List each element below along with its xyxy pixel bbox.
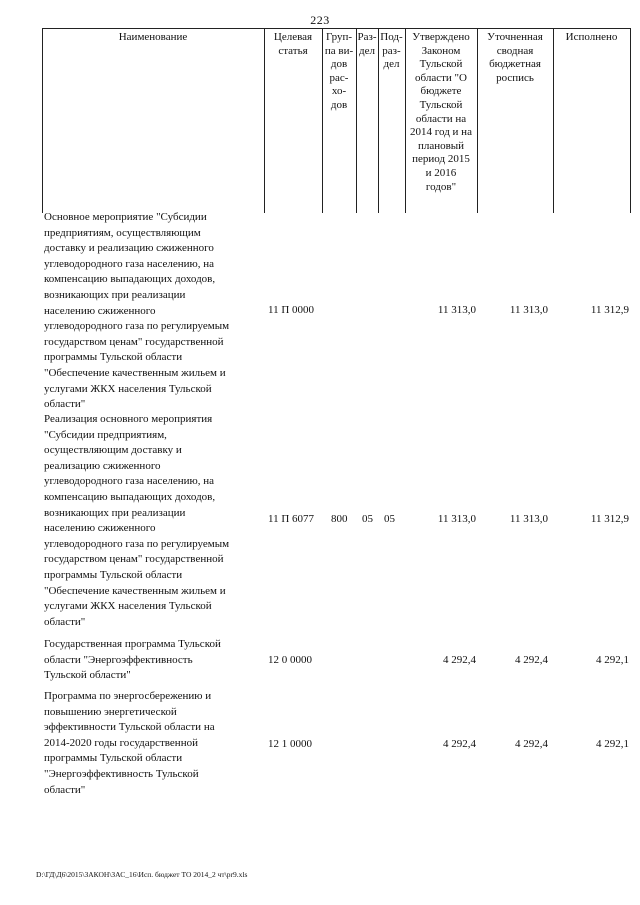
- header-executed: Исполнено: [565, 31, 618, 43]
- row-name: Реализация основного мероприятия "Субсидии предприятиям, осуществляющим доставку и реализацию сжиженного углеводородного газа населению, на компенсацию выпадающих доходов, возникающих при реализации населению сжиженного углеводородного газа по регулируемым государством ценам" государственной программы Тульской области "Обеспечение качественным жильем и услугами ЖКХ населения Тульской области": [44, 413, 230, 628]
- row-revised: 11 313,0: [509, 513, 548, 525]
- row-name: Основное мероприятие "Субсидии предприятиям, осуществляющим доставку и реализацию сжиженного углеводородного газа населению, на компенсацию выпадающих доходов, возникающих при реализации населению сжиженного углеводородного газа по регулируемым государством ценам" государственной программы Тульской области "Обеспечение качественным жильем и услугами ЖКХ населения Тульской области": [44, 211, 230, 411]
- row-approved: 4 292,4: [443, 738, 476, 750]
- row-revised: 4 292,4: [515, 738, 548, 750]
- row-target: 11 П 0000: [268, 304, 315, 316]
- file-path-footer: D:\ГД\Д6\2015\ЗАКОН\ЗАС_16\Исп. бюджет ТО 2014_2 чт\pr9.xls: [36, 870, 248, 879]
- header-target: Целевая статья: [273, 31, 313, 57]
- row-target: 12 1 0000: [268, 738, 312, 750]
- header-name: Наименование: [118, 31, 188, 43]
- row-executed: 11 312,9: [590, 304, 629, 316]
- row-target: 11 П 6077: [268, 513, 315, 525]
- row-subsection: 05: [384, 513, 395, 525]
- row-target: 12 0 0000: [268, 654, 312, 666]
- page-number: 223: [310, 13, 330, 27]
- row-approved: 11 313,0: [437, 304, 476, 316]
- row-group: 800: [331, 513, 348, 525]
- column-divider: [42, 28, 43, 213]
- row-name: Государственная программа Тульской области "Энергоэффективность Тульской области": [44, 638, 221, 682]
- table-header: [0, 28, 640, 213]
- row-revised: 11 313,0: [509, 304, 548, 316]
- row-approved: 11 313,0: [437, 513, 476, 525]
- header-approved: Утверждено Законом Тульской области "О бюджете Тульской области на 2014 год и на плановый период 2015 и 2016 годов": [410, 31, 472, 193]
- header-revised: Уточненная сводная бюджетная роспись: [487, 31, 543, 84]
- row-executed: 4 292,1: [596, 654, 629, 666]
- row-section: 05: [362, 513, 373, 525]
- header-group: Груп- па ви- дов рас- хо- дов: [324, 31, 354, 111]
- column-divider: [630, 28, 631, 213]
- header-section: Раз- дел: [357, 31, 377, 57]
- row-executed: 11 312,9: [590, 513, 629, 525]
- header-top-rule: [42, 28, 630, 29]
- row-executed: 4 292,1: [596, 738, 629, 750]
- row-approved: 4 292,4: [443, 654, 476, 666]
- row-name: Программа по энергосбережению и повышению энергетической эффективности Тульской области на 2014-2020 годы государственной программы Тульской области "Энергоэффективность Тульской области": [44, 690, 215, 796]
- column-divider: [553, 28, 554, 213]
- header-subsection: Под- раз- дел: [380, 31, 403, 71]
- row-revised: 4 292,4: [515, 654, 548, 666]
